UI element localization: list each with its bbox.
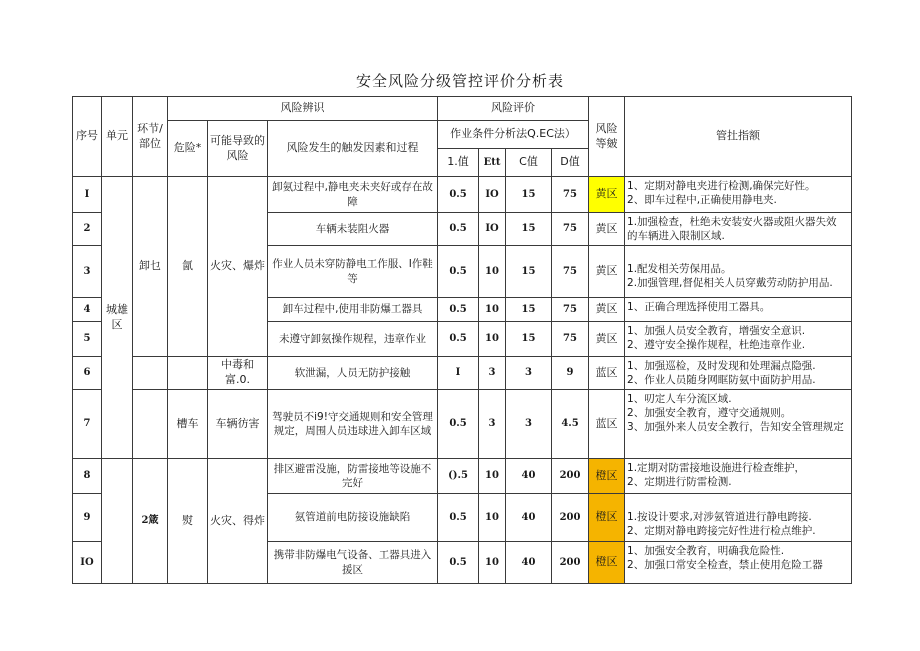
measure-line: 2、遵守安全操作规程，杜绝违章作业. <box>627 339 806 352</box>
risk-level: 黄区 <box>589 177 625 213</box>
header-seq: 序号 <box>73 97 102 177</box>
measure-line: 2.加强管理,督促相关人员穿戴劳动防护用品. <box>627 277 833 290</box>
d-value: 9 <box>552 357 589 390</box>
d-value: 75 <box>552 213 589 246</box>
measure-line: 2、即车过程中,正确使用静电夹. <box>627 194 777 207</box>
seq-cell: I <box>73 177 102 213</box>
l-value: 0.5 <box>438 494 479 542</box>
measures-cell <box>625 246 852 298</box>
header-row <box>73 97 852 121</box>
risk-level: 蓝区 <box>589 357 625 390</box>
seq-cell: 3 <box>73 246 102 298</box>
seq-cell: 6 <box>73 357 102 390</box>
measure-line: 1、正确合理选择使用工器具。 <box>627 301 771 313</box>
trigger-cell: 软泄漏，人员无防护接触 <box>268 357 438 390</box>
l-value: 0.5 <box>438 246 479 298</box>
c-value: 15 <box>506 322 552 357</box>
measure-line: 2、定期对静电跨接完好性进行检点维护. <box>627 525 816 538</box>
seq-cell: IO <box>73 542 102 584</box>
header-method: 作业条件分析法Q.EC法） <box>438 121 589 149</box>
header-level: 风险等皴 <box>589 97 625 177</box>
measures-cell <box>625 357 852 390</box>
l-value: 0.5 <box>438 298 479 322</box>
hazard-cell: 槽车 <box>168 390 208 459</box>
e-value: 10 <box>479 494 506 542</box>
trigger-cell: 氨管道前电防接设施缺陷 <box>268 494 438 542</box>
header-trigger: 风险发生的触发因素和过程 <box>268 121 438 177</box>
c-value: 15 <box>506 213 552 246</box>
measure-line: 2、定期进行防雷检测. <box>627 476 732 489</box>
risk-level: 黄区 <box>589 213 625 246</box>
seq-cell: 9 <box>73 494 102 542</box>
d-value: 75 <box>552 298 589 322</box>
e-value: 10 <box>479 298 506 322</box>
measures-cell <box>625 390 852 459</box>
e-value: 10 <box>479 246 506 298</box>
header-consequence: 可能导致的风险 <box>208 121 268 177</box>
measure-line: 1.定期对防雷接地设施进行检查维护， <box>627 462 806 474</box>
seq-cell: 8 <box>73 459 102 494</box>
risk-level: 蓝区 <box>589 390 625 459</box>
stage-cell: 2箴 <box>133 459 168 584</box>
e-value: 3 <box>479 357 506 390</box>
e-value: 3 <box>479 390 506 459</box>
measure-line: 3、加强外来人员安全教行，告知安全管理规定 <box>627 421 844 434</box>
c-value: 3 <box>506 357 552 390</box>
stage-cell: 卸乜 <box>133 177 168 357</box>
l-value: 0.5 <box>438 542 479 584</box>
trigger-cell: 携带非防爆电气设备、工器具进入援区 <box>268 542 438 584</box>
d-value: 75 <box>552 322 589 357</box>
e-value: 10 <box>479 459 506 494</box>
e-value: IO <box>479 213 506 246</box>
d-value: 75 <box>552 177 589 213</box>
seq-cell: 5 <box>73 322 102 357</box>
header-l: 1.值 <box>438 149 479 177</box>
measure-line <box>627 496 849 510</box>
page-title: 安全风险分级管控评价分析表 <box>355 72 564 90</box>
hazard-cell: 熨 <box>168 459 208 584</box>
d-value: 200 <box>552 459 589 494</box>
header-measures: 管扗指额 <box>625 97 852 177</box>
measure-line: 1、加强安全教育，明确我危险性. <box>627 545 785 557</box>
c-value: 40 <box>506 459 552 494</box>
risk-table <box>72 96 852 584</box>
seq-cell: 4 <box>73 298 102 322</box>
c-value: 3 <box>506 390 552 459</box>
l-value: 0.5 <box>438 177 479 213</box>
d-value: 200 <box>552 542 589 584</box>
stage-cell <box>133 357 168 390</box>
measures-cell <box>625 177 852 213</box>
l-value: 0.5 <box>438 213 479 246</box>
header-e: Ett <box>479 149 506 177</box>
table-row <box>73 357 852 390</box>
e-value: IO <box>479 177 506 213</box>
l-value: 0.5 <box>438 322 479 357</box>
measure-line: 1.按设计要求,对涉氨管道进行静电跨接. <box>627 511 812 524</box>
risk-level: 黄区 <box>589 322 625 357</box>
header-risk-identify: 风险辨识 <box>168 97 438 121</box>
measure-line: 1.配发相关劳保用品。 <box>627 263 732 276</box>
measure-line: 1、加强人员安全教育，增强安全意识. <box>627 325 806 337</box>
table-row <box>73 177 852 213</box>
e-value: 10 <box>479 542 506 584</box>
risk-level: 橙区 <box>589 494 625 542</box>
measures-cell <box>625 322 852 357</box>
seq-cell: 7 <box>73 390 102 459</box>
d-value: 75 <box>552 246 589 298</box>
measure-line: 2、加强口常安全检查，禁止使用危险工器 <box>627 559 823 572</box>
measures-cell <box>625 298 852 322</box>
measure-line: 2、加强安全教育，遵守交通规则。 <box>627 407 792 420</box>
l-value: ().5 <box>438 459 479 494</box>
hazard-cell <box>168 357 208 390</box>
stage-cell <box>133 390 168 459</box>
measure-line: 1、加强巡检，及时发现和处理漏点隐强. <box>627 360 816 372</box>
c-value: 40 <box>506 542 552 584</box>
risk-level: 黄区 <box>589 298 625 322</box>
trigger-cell: 卸车过程中,使用非防爆工器具 <box>268 298 438 322</box>
measures-cell <box>625 459 852 494</box>
trigger-cell: 排区避雷没施，防雷接地等设施不完好 <box>268 459 438 494</box>
c-value: 15 <box>506 246 552 298</box>
c-value: 15 <box>506 177 552 213</box>
consequence-cell: 中毒和富.0. <box>208 357 268 390</box>
consequence-cell: 车辆彷害 <box>208 390 268 459</box>
trigger-cell: 车辆未装阻火器 <box>268 213 438 246</box>
seq-cell: 2 <box>73 213 102 246</box>
measure-line: 的车辆进入限制区域. <box>627 230 725 243</box>
measures-cell <box>625 494 852 542</box>
header-d: D值 <box>552 149 589 177</box>
hazard-cell: 氤 <box>168 177 208 357</box>
unit-cell <box>102 459 133 584</box>
measure-line: 1.加强检查，杜绝未安装安火器或阻火器失效 <box>627 216 837 228</box>
measure-line: 1、定期对静电夹进行检测,确保完好性。 <box>627 180 816 192</box>
c-value: 40 <box>506 494 552 542</box>
trigger-cell: 卸氨过程中,静电夹未夹好或存在故障 <box>268 177 438 213</box>
trigger-cell: 驾驶员不i9!守交通规则和安全管理规定，周围人员违球进入卸车区域 <box>268 390 438 459</box>
header-unit: 单元 <box>102 97 133 177</box>
measure-line <box>627 248 849 262</box>
header-hazard: 危险* <box>168 121 208 177</box>
e-value: 10 <box>479 322 506 357</box>
measure-line: 2、作业人员随身网眶防氨中面防护用品. <box>627 374 816 387</box>
header-c: C值 <box>506 149 552 177</box>
trigger-cell: 未遵守卸氨操作规程，违章作业 <box>268 322 438 357</box>
d-value: 4.5 <box>552 390 589 459</box>
header-stage: 环节/部位 <box>133 97 168 177</box>
l-value: 0.5 <box>438 390 479 459</box>
measures-cell <box>625 213 852 246</box>
table-row <box>73 459 852 494</box>
unit-cell: 城雄区 <box>102 177 133 459</box>
table-body <box>73 97 852 584</box>
risk-level: 黄区 <box>589 246 625 298</box>
l-value: I <box>438 357 479 390</box>
consequence-cell: 火灾、爆炸 <box>208 177 268 357</box>
header-risk-eval: 风险评价 <box>438 97 589 121</box>
measure-line: 1、叨定人车分流区域. <box>627 393 732 405</box>
table-row <box>73 390 852 459</box>
risk-level: 橙区 <box>589 542 625 584</box>
risk-level: 橙区 <box>589 459 625 494</box>
d-value: 200 <box>552 494 589 542</box>
c-value: 15 <box>506 298 552 322</box>
consequence-cell: 火灾、得炸 <box>208 459 268 584</box>
trigger-cell: 作业人员未穿防静电工作服、I作鞋等 <box>268 246 438 298</box>
measures-cell <box>625 542 852 584</box>
